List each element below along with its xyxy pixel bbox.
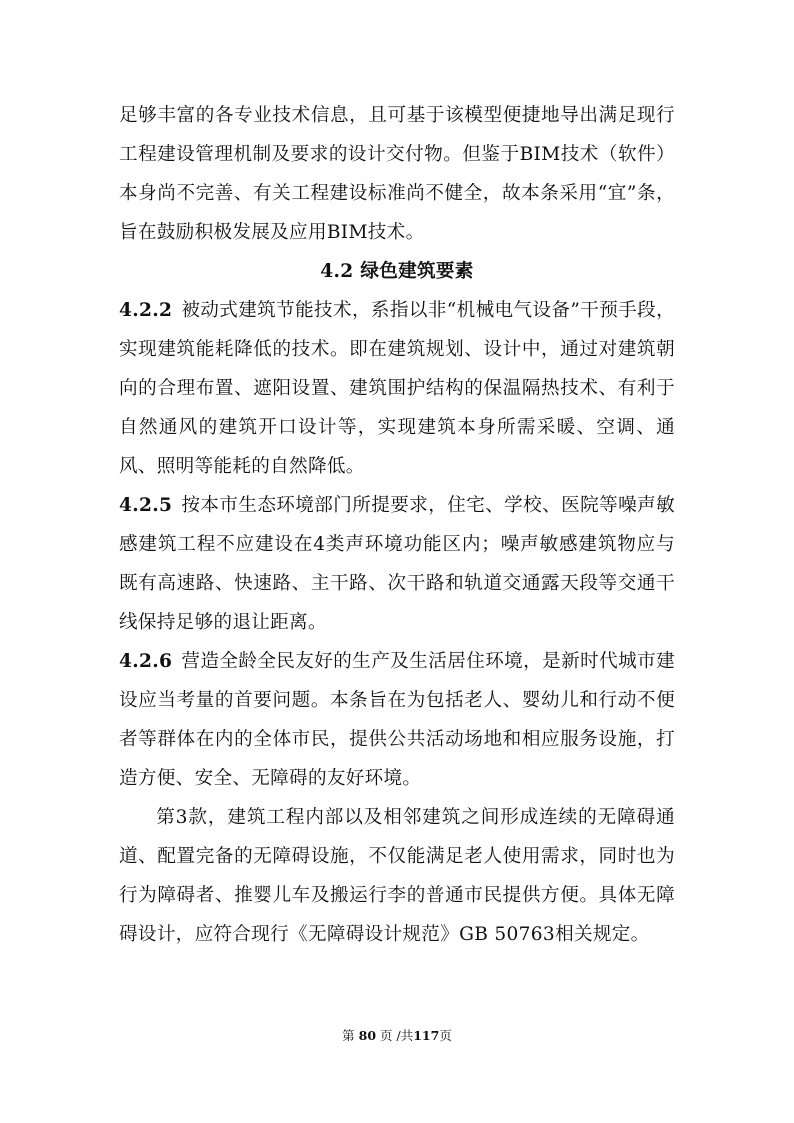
page-footer bbox=[0, 1026, 794, 1044]
clause-text: 营造全龄全民友好的生产及生活居住环境，是新时代城市建设应当考量的首要问题。本条旨在为包括老人、婴幼儿和行动不便者等群体在内的全体市民，提供公共活动场地和相应服务设施，打造方便、安全、无障碍的友好环境。 bbox=[119, 651, 675, 789]
clause-text: 按本市生态环境部门所提要求，住宅、学校、医院等噪声敏感建筑工程不应建设在4类声环境功能区内；噪声敏感建筑物应与既有高速路、快速路、主干路、次干路和轨道交通露天段等交通干线保持足够的退让距离。 bbox=[119, 495, 675, 633]
clause-number: 4.2.5 bbox=[119, 495, 173, 516]
clause-4-2-5 bbox=[119, 486, 675, 642]
clause-number: 4.2.6 bbox=[119, 651, 173, 672]
clause-4-2-2 bbox=[119, 291, 675, 486]
clause-text: 被动式建筑节能技术，系指以非“机械电气设备”干预手段，实现建筑能耗降低的技术。即在建筑规划、设计中，通过对建筑朝向的合理布置、遮阳设置、建筑围护结构的保温隔热技术、有利于自然通风的建筑开口设计等，实现建筑本身所需采暖、空调、通风、照明等能耗的自然降低。 bbox=[119, 300, 675, 477]
body-text bbox=[119, 96, 675, 954]
current-page-number: 80 bbox=[358, 1028, 377, 1043]
clause-number: 4.2.2 bbox=[119, 300, 173, 321]
total-page-number: 117 bbox=[413, 1028, 440, 1043]
clause-4-2-6-item-3: 第3款，建筑工程内部以及相邻建筑之间形成连续的无障碍通道、配置完备的无障碍设施，不仅能满足老人使用需求，同时也为行为障碍者、推婴儿车及搬运行李的普通市民提供方便。具体无障碍设计，应符合现行《无障碍设计规范》GB 50763相关规定。 bbox=[119, 807, 675, 945]
footer-middle: 页 /共 bbox=[380, 1028, 414, 1043]
section-heading: 4.2 绿色建筑要素 bbox=[320, 261, 474, 282]
footer-prefix: 第 bbox=[342, 1028, 355, 1043]
footer-suffix: 页 bbox=[439, 1028, 452, 1043]
clause-4-2-6 bbox=[119, 642, 675, 798]
paragraph-continuation: 足够丰富的各专业技术信息，且可基于该模型便捷地导出满足现行工程建设管理机制及要求的设计交付物。但鉴于BIM技术（软件）本身尚不完善、有关工程建设标准尚不健全，故本条采用“宜”条，旨在鼓励积极发展及应用BIM技术。 bbox=[119, 105, 675, 243]
